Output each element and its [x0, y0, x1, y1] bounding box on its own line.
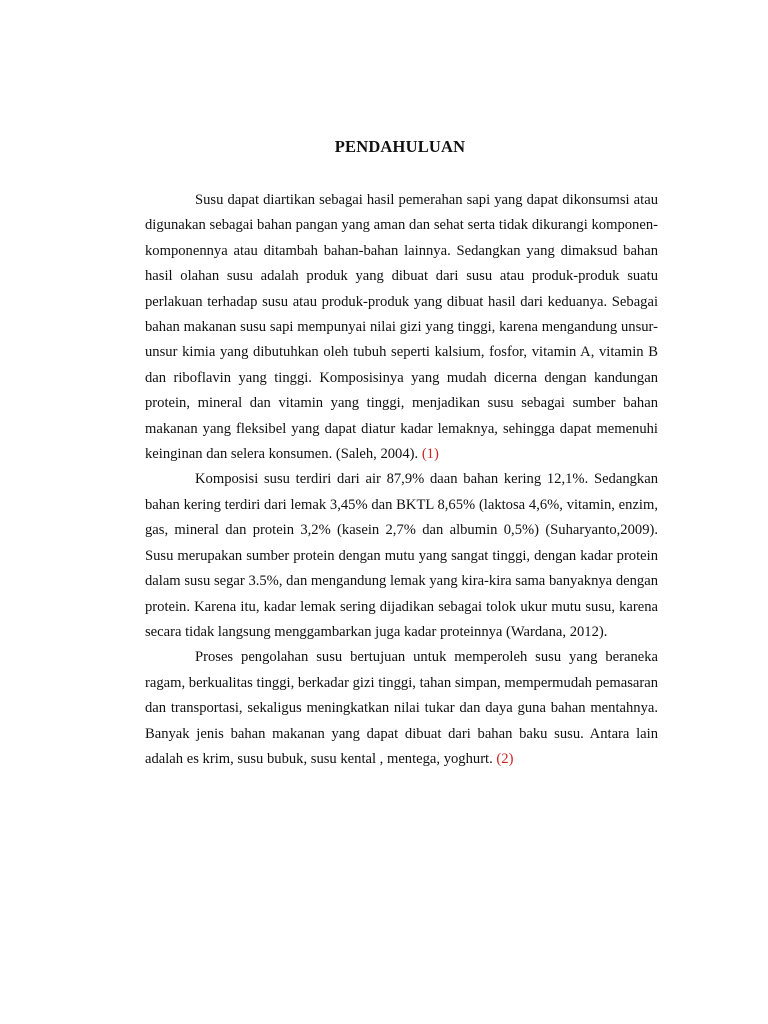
body-text	[145, 188, 658, 772]
reference-marker-2: (2)	[496, 750, 514, 767]
paragraph-1-text: Susu dapat diartikan sebagai hasil pemerahan sapi yang dapat dikonsumsi atau digunakan sebagai bahan pangan yang aman dan sehat serta tidak dikurangi komponen-komponennya atau ditambah bahan-bahan lainnya. Sedangkan yang dimaksud bahan hasil olahan susu adalah produk yang dibuat dari susu atau produk-produk suatu perlakuan terhadap susu atau produk-produk yang dibuat hasil dari keduanya. Sebagai bahan makanan susu sapi mempunyai nilai gizi yang tinggi, karena mengandung unsur-unsur kimia yang dibutuhkan oleh tubuh seperti kalsium, fosfor, vitamin A, vitamin B dan riboflavin yang tinggi. Komposisinya yang mudah dicerna dengan kandungan protein, mineral dan vitamin yang tinggi, menjadikan susu sebagai sumber bahan makanan yang fleksibel yang dapat diatur kadar lemaknya, sehingga dapat memenuhi keinginan dan selera konsumen. (Saleh, 2004).	[145, 192, 658, 463]
reference-marker-1: (1)	[421, 446, 439, 463]
paragraph-2-text: Komposisi susu terdiri dari air 87,9% daan bahan kering 12,1%. Sedangkan bahan kering terdiri dari lemak 3,45% dan BKTL 8,65% (laktosa 4,6%, vitamin, enzim, gas, mineral dan protein 3,2% (kasein 2,7% dan albumin 0,5%) (Suharyanto,2009). Susu merupakan sumber protein dengan mutu yang sangat tinggi, dengan kadar protein dalam susu segar 3.5%, dan mengandung lemak yang kira-kira sama banyaknya dengan protein. Karena itu, kadar lemak sering dijadikan sebagai tolok ukur mutu susu, karena secara tidak langsung menggambarkan juga kadar proteinnya (Wardana, 2012).	[145, 471, 658, 640]
paragraph-2	[145, 467, 658, 645]
paragraph-1	[145, 188, 658, 467]
paragraph-3	[145, 645, 658, 772]
paragraph-3-text: Proses pengolahan susu bertujuan untuk memperoleh susu yang beraneka ragam, berkualitas tinggi, berkadar gizi tinggi, tahan simpan, mempermudah pemasaran dan transportasi, sekaligus meningkatkan nilai tukar dan daya guna bahan mentahnya. Banyak jenis bahan makanan yang dapat dibuat dari bahan baku susu. Antara lain adalah es krim, susu bubuk, susu kental , mentega, yoghurt.	[145, 649, 658, 767]
page-title: PENDAHULUAN	[334, 137, 466, 156]
